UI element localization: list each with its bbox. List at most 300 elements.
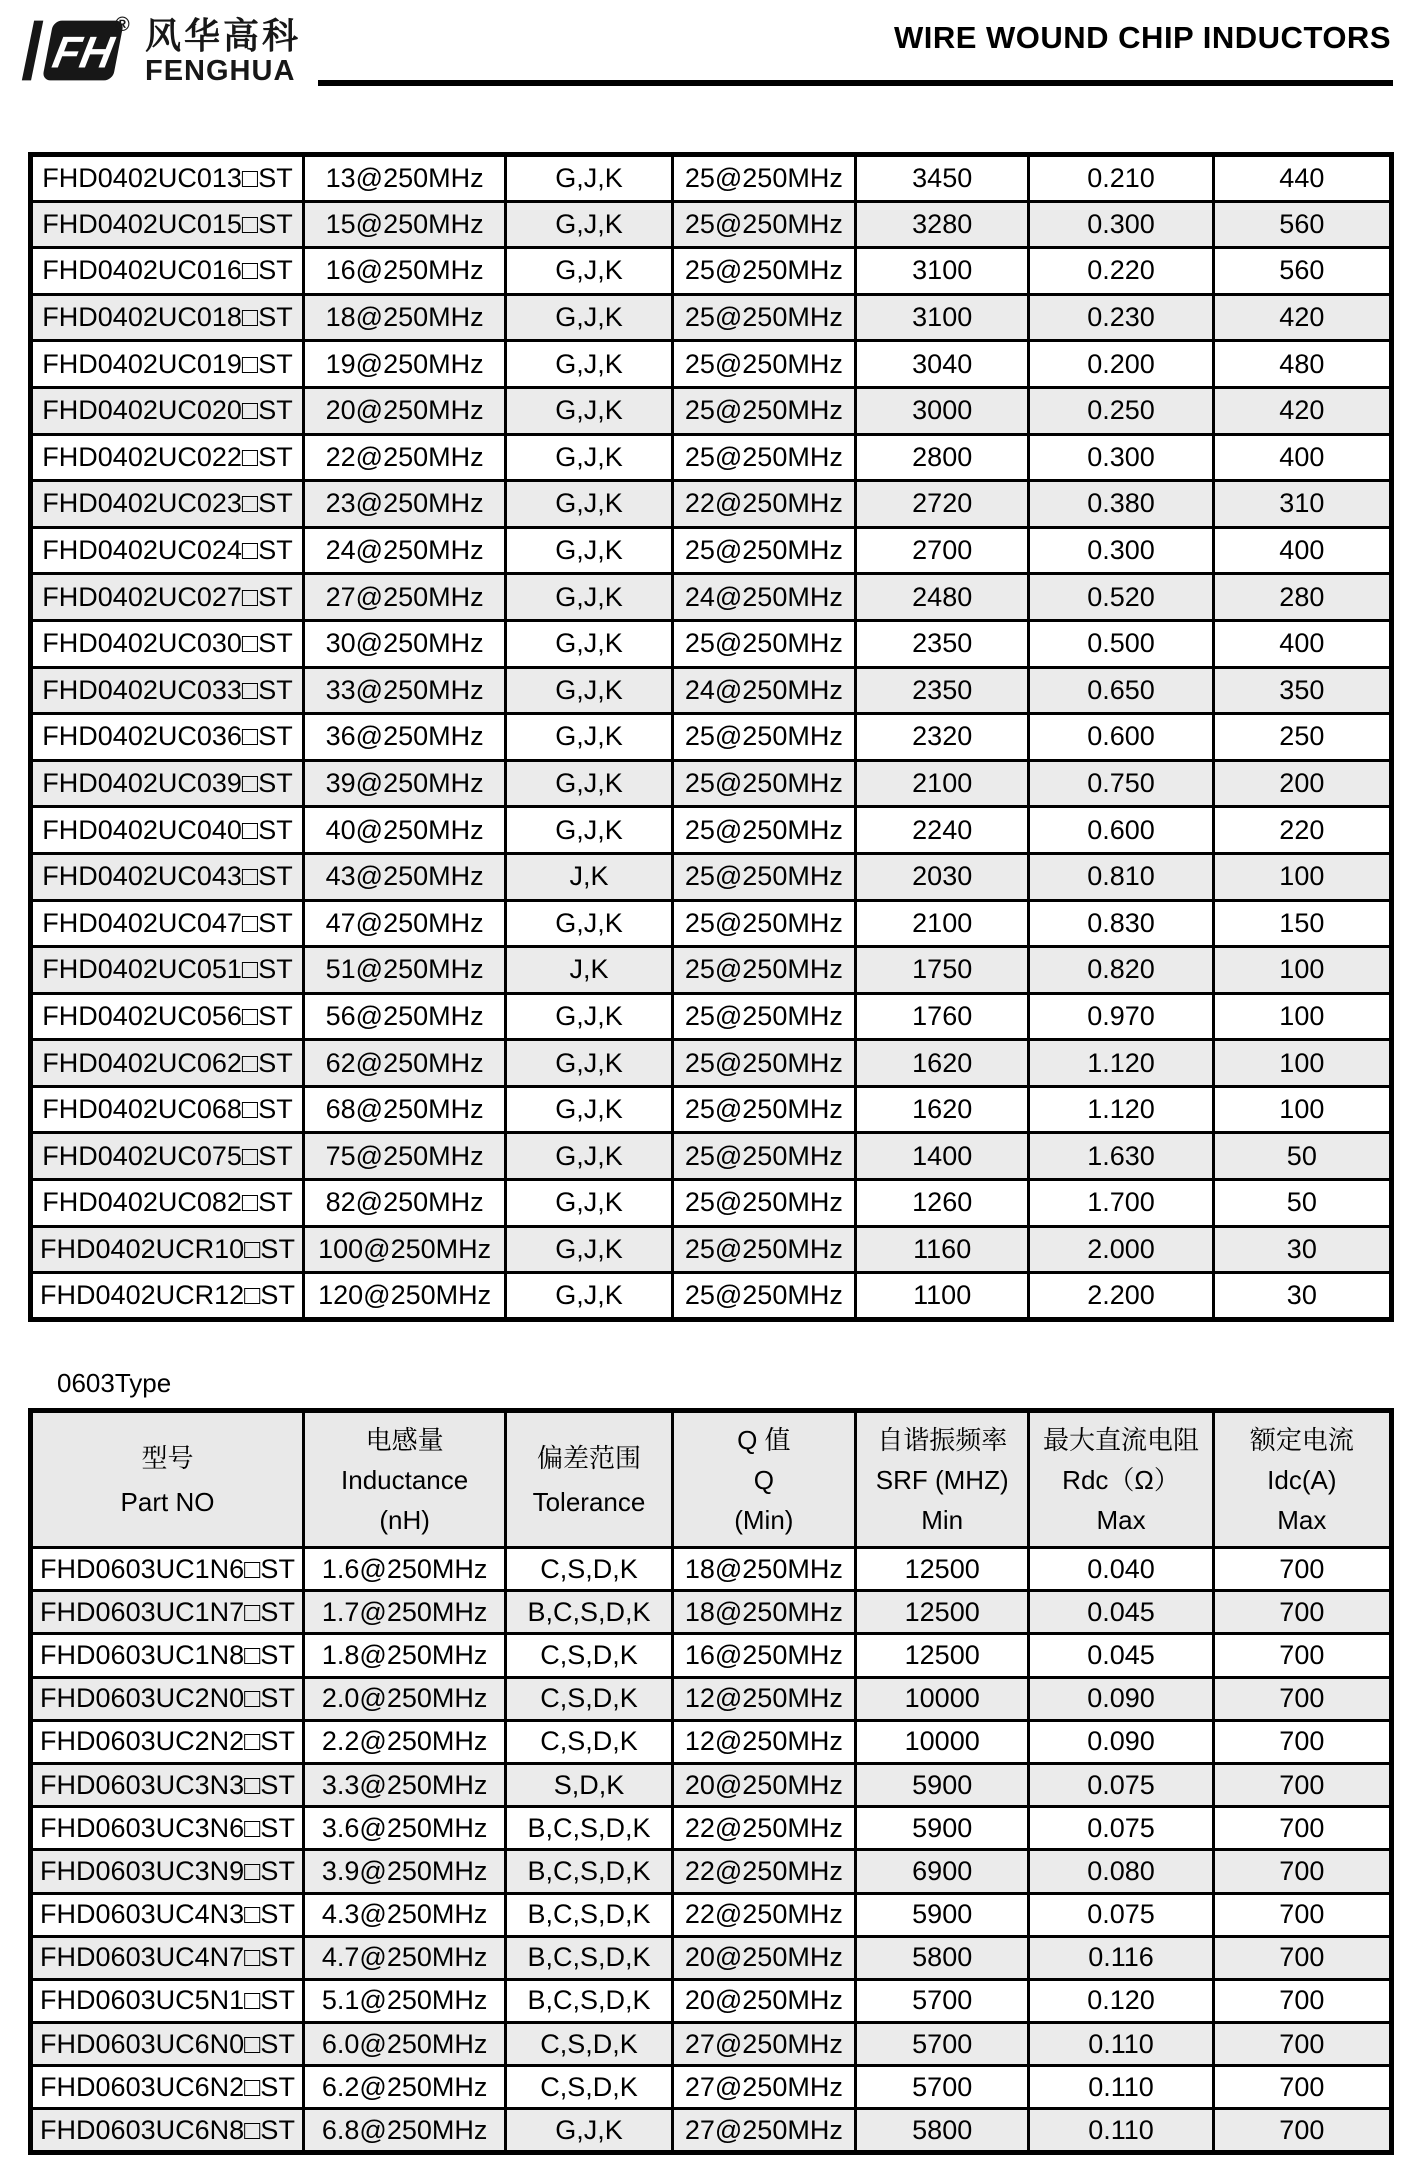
table-row — [31, 294, 1392, 341]
table-cell: FHD0603UC6N0□ST — [31, 2023, 304, 2066]
table-cell: 1.120 — [1029, 1086, 1213, 1133]
table-cell: 40@250MHz — [304, 807, 506, 854]
table-cell: FHD0402UC047□ST — [31, 900, 304, 947]
table-cell: 25@250MHz — [672, 620, 855, 667]
header-label-sub: Min — [921, 1504, 964, 1535]
table-cell: 400 — [1213, 527, 1391, 574]
table-cell: B,C,S,D,K — [506, 1807, 672, 1850]
table-cell: FHD0402UC043□ST — [31, 853, 304, 900]
table-0603-header — [31, 1411, 1392, 1548]
table-cell: 6.8@250MHz — [304, 2109, 506, 2152]
table-cell: FHD0603UC6N8□ST — [31, 2109, 304, 2152]
table-cell: G,J,K — [506, 201, 672, 248]
table-cell: 1.8@250MHz — [304, 1634, 506, 1677]
table-cell: 51@250MHz — [304, 947, 506, 994]
table-cell: G,J,K — [506, 294, 672, 341]
table-cell: 700 — [1213, 1548, 1391, 1591]
fenghua-logo — [18, 12, 301, 89]
table-row — [31, 947, 1392, 994]
table-cell: 3.3@250MHz — [304, 1763, 506, 1806]
table-cell: 23@250MHz — [304, 481, 506, 528]
table-cell: 6900 — [856, 1850, 1029, 1893]
table-cell: C,S,D,K — [506, 1720, 672, 1763]
table-cell: 2700 — [856, 527, 1029, 574]
table-cell: 0.090 — [1029, 1677, 1213, 1720]
table-cell: 36@250MHz — [304, 714, 506, 761]
table-cell: G,J,K — [506, 1273, 672, 1320]
table-cell: FHD0402UC036□ST — [31, 714, 304, 761]
table-cell: 24@250MHz — [304, 527, 506, 574]
table-cell: 560 — [1213, 201, 1391, 248]
page-title: WIRE WOUND CHIP INDUCTORS — [893, 20, 1391, 55]
table-cell: 0.090 — [1029, 1720, 1213, 1763]
table-row — [31, 853, 1392, 900]
registered-trademark-icon: ® — [115, 14, 130, 36]
table-cell: 350 — [1213, 667, 1391, 714]
table-row — [31, 1040, 1392, 1087]
table-cell: FHD0402UC015□ST — [31, 201, 304, 248]
table-row — [31, 1226, 1392, 1273]
table-cell: FHD0402UC018□ST — [31, 294, 304, 341]
header-label-en: Q — [753, 1464, 774, 1495]
table-cell: 1750 — [856, 947, 1029, 994]
table-cell: 2.2@250MHz — [304, 1720, 506, 1763]
table-cell: 0.210 — [1029, 155, 1213, 202]
table-cell: FHD0402UC082□ST — [31, 1180, 304, 1227]
table-row — [31, 527, 1392, 574]
table-cell: 82@250MHz — [304, 1180, 506, 1227]
table-cell: 2.0@250MHz — [304, 1677, 506, 1720]
header-label-cn: 额定电流 — [1249, 1424, 1354, 1455]
table-cell: S,D,K — [506, 1763, 672, 1806]
header-label-en: Tolerance — [532, 1486, 646, 1517]
table-cell: 0.110 — [1029, 2066, 1213, 2109]
header-label-en: Rdc（Ω） — [1062, 1464, 1180, 1495]
table-cell: B,C,S,D,K — [506, 1979, 672, 2022]
header-label-cn: 电感量 — [365, 1424, 444, 1455]
table-cell: 700 — [1213, 2109, 1391, 2152]
header-label-sub: (Min) — [734, 1504, 794, 1535]
header-label-sub: Max — [1096, 1504, 1146, 1535]
column-header — [1029, 1411, 1213, 1548]
table-cell: 56@250MHz — [304, 993, 506, 1040]
table-cell: 0.250 — [1029, 387, 1213, 434]
table-cell: 5900 — [856, 1763, 1029, 1806]
table-cell: 24@250MHz — [672, 667, 855, 714]
table-cell: 0.500 — [1029, 620, 1213, 667]
table-cell: 0.200 — [1029, 341, 1213, 388]
table-cell: 3100 — [856, 294, 1029, 341]
table-cell: 1.700 — [1029, 1180, 1213, 1227]
table-cell: 700 — [1213, 1936, 1391, 1979]
table-row — [31, 1677, 1392, 1720]
table-cell: FHD0402UC016□ST — [31, 248, 304, 295]
table-cell: FHD0603UC2N2□ST — [31, 1720, 304, 1763]
table-cell: 18@250MHz — [672, 1591, 855, 1634]
table-row — [31, 1591, 1392, 1634]
table-cell: 700 — [1213, 2066, 1391, 2109]
inductor-table-0402 — [28, 152, 1394, 1322]
table-0603-body — [31, 1548, 1392, 2153]
section-label-0603type: 0603Type — [57, 1368, 172, 1398]
table-cell: 25@250MHz — [672, 1180, 855, 1227]
svg-text:FH: FH — [48, 26, 118, 78]
table-cell: 10000 — [856, 1677, 1029, 1720]
table-cell: G,J,K — [506, 248, 672, 295]
table-cell: 12@250MHz — [672, 1677, 855, 1720]
column-header — [856, 1411, 1029, 1548]
table-cell: 13@250MHz — [304, 155, 506, 202]
table-cell: 250 — [1213, 714, 1391, 761]
table-cell: 6.2@250MHz — [304, 2066, 506, 2109]
table-cell: 18@250MHz — [672, 1548, 855, 1591]
table-cell: 400 — [1213, 620, 1391, 667]
table-cell: 0.230 — [1029, 294, 1213, 341]
table-cell: FHD0402UC027□ST — [31, 574, 304, 621]
table-cell: 3280 — [856, 201, 1029, 248]
table-cell: 0.970 — [1029, 993, 1213, 1040]
table-cell: 5800 — [856, 2109, 1029, 2152]
table-cell: 5700 — [856, 1979, 1029, 2022]
table-cell: 1.7@250MHz — [304, 1591, 506, 1634]
table-cell: FHD0402UC039□ST — [31, 760, 304, 807]
table-cell: 400 — [1213, 434, 1391, 481]
table-cell: 150 — [1213, 900, 1391, 947]
table-cell: 700 — [1213, 2023, 1391, 2066]
table-cell: G,J,K — [506, 1040, 672, 1087]
table-cell: 3000 — [856, 387, 1029, 434]
table-cell: 25@250MHz — [672, 294, 855, 341]
table-row — [31, 2109, 1392, 2152]
table-row — [31, 155, 1392, 202]
table-cell: 4.3@250MHz — [304, 1893, 506, 1936]
table-row — [31, 1086, 1392, 1133]
table-cell: 22@250MHz — [672, 1893, 855, 1936]
table-row — [31, 434, 1392, 481]
table-cell: 5900 — [856, 1807, 1029, 1850]
table-cell: B,C,S,D,K — [506, 1850, 672, 1893]
table-cell: 27@250MHz — [672, 2109, 855, 2152]
table-row — [31, 341, 1392, 388]
table-cell: FHD0603UC1N8□ST — [31, 1634, 304, 1677]
table-row — [31, 807, 1392, 854]
table-cell: 22@250MHz — [672, 481, 855, 528]
table-cell: 700 — [1213, 1591, 1391, 1634]
table-cell: 2800 — [856, 434, 1029, 481]
table-cell: 2350 — [856, 667, 1029, 714]
table-cell: 700 — [1213, 1634, 1391, 1677]
table-cell: 5900 — [856, 1893, 1029, 1936]
table-cell: FHD0603UC4N3□ST — [31, 1893, 304, 1936]
table-cell: G,J,K — [506, 1133, 672, 1180]
table-cell: 25@250MHz — [672, 900, 855, 947]
table-cell: 2320 — [856, 714, 1029, 761]
table-cell: 30 — [1213, 1273, 1391, 1320]
table-cell: G,J,K — [506, 993, 672, 1040]
table-cell: 5800 — [856, 1936, 1029, 1979]
table-cell: 5700 — [856, 2023, 1029, 2066]
header-label-cn: 自谐振频率 — [877, 1424, 1008, 1455]
table-cell: FHD0402UC056□ST — [31, 993, 304, 1040]
table-cell: 1760 — [856, 993, 1029, 1040]
table-cell: 24@250MHz — [672, 574, 855, 621]
table-cell: 1160 — [856, 1226, 1029, 1273]
table-cell: 100 — [1213, 947, 1391, 994]
table-cell: G,J,K — [506, 900, 672, 947]
table-row — [31, 1548, 1392, 1591]
table-cell: FHD0603UC4N7□ST — [31, 1936, 304, 1979]
table-cell: 27@250MHz — [304, 574, 506, 621]
table-cell: 2480 — [856, 574, 1029, 621]
table-row — [31, 1180, 1392, 1227]
table-cell: 20@250MHz — [672, 1979, 855, 2022]
table-cell: G,J,K — [506, 155, 672, 202]
table-cell: 22@250MHz — [304, 434, 506, 481]
table-cell: 47@250MHz — [304, 900, 506, 947]
table-cell: 0.120 — [1029, 1979, 1213, 2022]
table-cell: 43@250MHz — [304, 853, 506, 900]
table-cell: 0.380 — [1029, 481, 1213, 528]
table-cell: 25@250MHz — [672, 155, 855, 202]
table-cell: B,C,S,D,K — [506, 1591, 672, 1634]
table-cell: 200 — [1213, 760, 1391, 807]
table-cell: 700 — [1213, 1720, 1391, 1763]
table-cell: G,J,K — [506, 481, 672, 528]
table-cell: G,J,K — [506, 387, 672, 434]
table-row — [31, 1634, 1392, 1677]
table-cell: 25@250MHz — [672, 201, 855, 248]
table-cell: 1.630 — [1029, 1133, 1213, 1180]
table-row — [31, 1979, 1392, 2022]
table-cell: 16@250MHz — [304, 248, 506, 295]
header-label-cn: 偏差范围 — [536, 1442, 641, 1473]
table-row — [31, 481, 1392, 528]
table-cell: 310 — [1213, 481, 1391, 528]
table-row — [31, 667, 1392, 714]
table-cell: 0.075 — [1029, 1893, 1213, 1936]
table-cell: 12500 — [856, 1591, 1029, 1634]
table-cell: 0.080 — [1029, 1850, 1213, 1893]
table-cell: 0.600 — [1029, 807, 1213, 854]
table-cell: 22@250MHz — [672, 1807, 855, 1850]
table-cell: FHD0402UC030□ST — [31, 620, 304, 667]
table-cell: G,J,K — [506, 667, 672, 714]
table-cell: FHD0402UC062□ST — [31, 1040, 304, 1087]
logo-text — [145, 15, 302, 87]
table-cell: 27@250MHz — [672, 2023, 855, 2066]
table-cell: 20@250MHz — [672, 1763, 855, 1806]
table-0402-body — [31, 155, 1392, 1320]
table-cell: 25@250MHz — [672, 947, 855, 994]
table-cell: 2.200 — [1029, 1273, 1213, 1320]
table-cell: C,S,D,K — [506, 2023, 672, 2066]
table-cell: 30 — [1213, 1226, 1391, 1273]
table-cell: 4.7@250MHz — [304, 1936, 506, 1979]
table-row — [31, 574, 1392, 621]
table-cell: 25@250MHz — [672, 714, 855, 761]
table-row — [31, 2023, 1392, 2066]
header-label-en: Idc(A) — [1267, 1464, 1337, 1495]
table-cell: 700 — [1213, 1807, 1391, 1850]
table-cell: 2100 — [856, 760, 1029, 807]
header-label-en: Part NO — [120, 1486, 215, 1517]
table-cell: 25@250MHz — [672, 434, 855, 481]
header-label-sub: (nH) — [379, 1504, 430, 1535]
table-row — [31, 387, 1392, 434]
table-cell: J,K — [506, 853, 672, 900]
table-cell: 2.000 — [1029, 1226, 1213, 1273]
table-cell: 2350 — [856, 620, 1029, 667]
table-cell: 12@250MHz — [672, 1720, 855, 1763]
table-cell: FHD0402UC068□ST — [31, 1086, 304, 1133]
table-cell: 2030 — [856, 853, 1029, 900]
table-cell: 25@250MHz — [672, 807, 855, 854]
table-row — [31, 1807, 1392, 1850]
table-cell: 25@250MHz — [672, 760, 855, 807]
table-header-row — [31, 1411, 1392, 1548]
header-label-cn: 最大直流电阻 — [1043, 1424, 1200, 1455]
table-cell: FHD0402UC075□ST — [31, 1133, 304, 1180]
table-cell: 1.120 — [1029, 1040, 1213, 1087]
table-cell: FHD0603UC3N3□ST — [31, 1763, 304, 1806]
table-cell: 19@250MHz — [304, 341, 506, 388]
table-cell: FHD0603UC5N1□ST — [31, 1979, 304, 2022]
table-cell: FHD0402UC013□ST — [31, 155, 304, 202]
table-cell: 2240 — [856, 807, 1029, 854]
column-header — [31, 1411, 304, 1548]
table-cell: 12500 — [856, 1548, 1029, 1591]
table-cell: G,J,K — [506, 341, 672, 388]
table-cell: 25@250MHz — [672, 853, 855, 900]
table-cell: 0.520 — [1029, 574, 1213, 621]
table-cell: 25@250MHz — [672, 1040, 855, 1087]
table-cell: 25@250MHz — [672, 527, 855, 574]
table-row — [31, 201, 1392, 248]
column-header — [1213, 1411, 1391, 1548]
table-cell: 22@250MHz — [672, 1850, 855, 1893]
table-row — [31, 1720, 1392, 1763]
table-cell: G,J,K — [506, 574, 672, 621]
table-cell: 280 — [1213, 574, 1391, 621]
table-cell: G,J,K — [506, 2109, 672, 2152]
table-cell: G,J,K — [506, 1086, 672, 1133]
table-cell: 420 — [1213, 294, 1391, 341]
table-cell: 100 — [1213, 1040, 1391, 1087]
table-cell: 50 — [1213, 1180, 1391, 1227]
table-cell: 6.0@250MHz — [304, 2023, 506, 2066]
table-row — [31, 993, 1392, 1040]
table-cell: G,J,K — [506, 434, 672, 481]
table-cell: 0.075 — [1029, 1763, 1213, 1806]
table-cell: 30@250MHz — [304, 620, 506, 667]
table-cell: 420 — [1213, 387, 1391, 434]
table-row — [31, 2066, 1392, 2109]
table-cell: C,S,D,K — [506, 1634, 672, 1677]
logo-english-name: FENGHUA — [145, 55, 296, 87]
table-row — [31, 1893, 1392, 1936]
table-cell: G,J,K — [506, 1180, 672, 1227]
table-cell: C,S,D,K — [506, 1677, 672, 1720]
table-cell: 5.1@250MHz — [304, 1979, 506, 2022]
table-cell: 1400 — [856, 1133, 1029, 1180]
table-cell: 700 — [1213, 1677, 1391, 1720]
table-cell: 25@250MHz — [672, 1273, 855, 1320]
table-row — [31, 248, 1392, 295]
table-cell: 1260 — [856, 1180, 1029, 1227]
table-cell: FHD0603UC3N9□ST — [31, 1850, 304, 1893]
table-cell: 16@250MHz — [672, 1634, 855, 1677]
table-cell: FHD0402UC019□ST — [31, 341, 304, 388]
table-cell: 62@250MHz — [304, 1040, 506, 1087]
table-cell: 2100 — [856, 900, 1029, 947]
table-cell: 700 — [1213, 1850, 1391, 1893]
table-cell: 1620 — [856, 1040, 1029, 1087]
table-cell: G,J,K — [506, 527, 672, 574]
table-cell: G,J,K — [506, 807, 672, 854]
table-cell: 0.650 — [1029, 667, 1213, 714]
table-cell: 0.810 — [1029, 853, 1213, 900]
table-row — [31, 1273, 1392, 1320]
table-cell: 440 — [1213, 155, 1391, 202]
header-divider-rule — [318, 80, 1393, 86]
table-cell: FHD0603UC3N6□ST — [31, 1807, 304, 1850]
table-cell: 15@250MHz — [304, 201, 506, 248]
table-cell: 18@250MHz — [304, 294, 506, 341]
table-cell: FHD0402UC024□ST — [31, 527, 304, 574]
table-cell: FHD0402UC023□ST — [31, 481, 304, 528]
table-cell: 0.830 — [1029, 900, 1213, 947]
table-cell: 100 — [1213, 993, 1391, 1040]
table-cell: 100 — [1213, 1086, 1391, 1133]
table-cell: FHD0402UC040□ST — [31, 807, 304, 854]
table-cell: 3.6@250MHz — [304, 1807, 506, 1850]
table-cell: 25@250MHz — [672, 248, 855, 295]
table-row — [31, 1763, 1392, 1806]
column-header — [506, 1411, 672, 1548]
table-cell: G,J,K — [506, 760, 672, 807]
table-cell: 700 — [1213, 1893, 1391, 1936]
table-cell: 0.820 — [1029, 947, 1213, 994]
table-cell: B,C,S,D,K — [506, 1893, 672, 1936]
table-cell: 3.9@250MHz — [304, 1850, 506, 1893]
table-cell: 120@250MHz — [304, 1273, 506, 1320]
table-cell: 0.110 — [1029, 2109, 1213, 2152]
table-cell: 25@250MHz — [672, 1133, 855, 1180]
table-cell: 33@250MHz — [304, 667, 506, 714]
table-cell: 10000 — [856, 1720, 1029, 1763]
header-label-sub: Max — [1277, 1504, 1327, 1535]
table-cell: 0.300 — [1029, 434, 1213, 481]
header-label-en: Inductance — [341, 1464, 469, 1495]
table-cell: 0.110 — [1029, 2023, 1213, 2066]
table-cell: 25@250MHz — [672, 341, 855, 388]
table-cell: FHD0402UC051□ST — [31, 947, 304, 994]
table-cell: 0.075 — [1029, 1807, 1213, 1850]
table-cell: FHD0603UC6N2□ST — [31, 2066, 304, 2109]
column-header — [304, 1411, 506, 1548]
header-label-cn: Q 值 — [737, 1424, 791, 1455]
table-cell: FHD0402UC020□ST — [31, 387, 304, 434]
table-cell: 1620 — [856, 1086, 1029, 1133]
table-cell: 560 — [1213, 248, 1391, 295]
table-cell: 100@250MHz — [304, 1226, 506, 1273]
table-cell: FHD0603UC2N0□ST — [31, 1677, 304, 1720]
table-cell: 1.6@250MHz — [304, 1548, 506, 1591]
table-cell: 12500 — [856, 1634, 1029, 1677]
table-cell: FHD0402UC022□ST — [31, 434, 304, 481]
table-row — [31, 1936, 1392, 1979]
table-cell: 0.600 — [1029, 714, 1213, 761]
